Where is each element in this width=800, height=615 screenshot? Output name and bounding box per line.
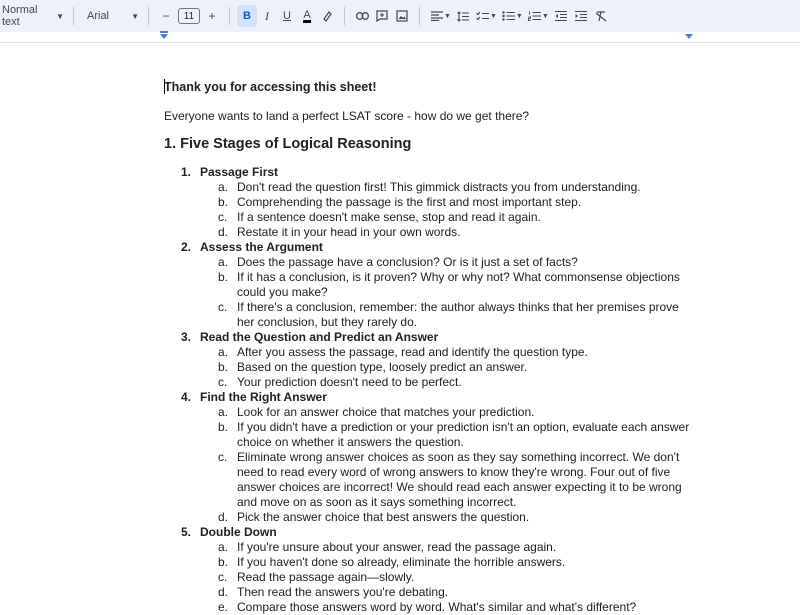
bold-button[interactable] xyxy=(237,5,257,27)
clear-formatting-button[interactable] xyxy=(591,5,611,27)
align-left-icon xyxy=(431,11,443,21)
document-title: Thank you for accessing this sheet! xyxy=(164,80,377,94)
clear-formatting-icon xyxy=(595,11,607,22)
chevron-down-icon[interactable]: ▼ xyxy=(444,12,451,20)
sub-list-item xyxy=(0,405,800,420)
list-item-title: Find the Right Answer xyxy=(200,390,327,404)
sub-list-letter: d. xyxy=(218,510,229,524)
list-item-title: Double Down xyxy=(200,525,277,539)
list-number: 3. xyxy=(181,330,192,344)
list-item xyxy=(0,390,800,405)
sub-list-letter: b. xyxy=(218,195,229,209)
list-item-title: Passage First xyxy=(200,165,279,179)
italic-button[interactable] xyxy=(257,5,277,27)
bold-icon: B xyxy=(243,10,251,22)
insert-link-button[interactable] xyxy=(352,5,372,27)
sub-list-text: Eliminate wrong answer choices as soon as they say something incorrect. We don't need to read every word of wrong answers to know they're wrong. Four out of five answer choices are incorrect! We should read each answer expecting it to be wrong and move on as soon as it says something incorrect. xyxy=(237,450,682,509)
sub-list-item xyxy=(0,270,800,300)
sub-list-letter: a. xyxy=(218,405,229,419)
sub-list-item xyxy=(0,195,800,210)
text-color-icon: A xyxy=(303,8,311,21)
sub-list-text: Restate it in your head in your own words. xyxy=(237,225,461,239)
toolbar-divider xyxy=(419,7,420,25)
numbered-list xyxy=(0,165,800,615)
list-number: 1. xyxy=(181,165,192,179)
style-select-value: Normal text xyxy=(2,4,38,28)
font-select-value: Arial xyxy=(87,10,110,22)
bulleted-list-icon xyxy=(502,11,515,21)
sub-list-letter: c. xyxy=(218,300,228,314)
decrease-indent-button[interactable] xyxy=(551,5,571,27)
list-item xyxy=(0,330,800,345)
style-select[interactable] xyxy=(0,5,66,27)
list-number: 5. xyxy=(181,525,192,539)
sub-list-text: Read the passage again—slowly. xyxy=(237,570,415,584)
decrease-font-size-button[interactable]: − xyxy=(162,9,170,23)
text-color-button[interactable] xyxy=(297,5,317,27)
sub-list-text: If you didn't have a prediction or your prediction isn't an option, evaluate each answer choice on whether it answers the question. xyxy=(237,420,690,449)
line-spacing-icon xyxy=(457,11,469,22)
sub-list-letter: b. xyxy=(218,420,229,434)
list-item xyxy=(0,165,800,180)
sub-list-text: If you're unsure about your answer, read the passage again. xyxy=(237,540,557,554)
sub-list-item xyxy=(0,570,800,585)
sub-list-letter: c. xyxy=(218,450,228,464)
sub-list-text: Compare those answers word by word. What's similar and what's different? xyxy=(237,600,637,614)
increase-font-size-button[interactable]: + xyxy=(208,9,216,23)
sub-list-text: Your prediction doesn't need to be perfect. xyxy=(237,375,462,389)
sub-list-item xyxy=(0,180,800,195)
insert-image-button[interactable] xyxy=(392,5,412,27)
sub-list-letter: a. xyxy=(218,180,229,194)
sub-list-text: Does the passage have a conclusion? Or is it just a set of facts? xyxy=(237,255,578,269)
font-size-input[interactable]: 11 xyxy=(178,8,200,24)
sub-list-text: Pick the answer choice that best answers the question. xyxy=(237,510,530,524)
list-number: 4. xyxy=(181,390,192,404)
numbered-list-icon xyxy=(528,11,541,21)
sub-list-text: Don't read the question first! This gimmick distracts you from understanding. xyxy=(237,180,641,194)
list-number: 2. xyxy=(181,240,192,254)
intro-paragraph: Everyone wants to land a perfect LSAT score - how do we get there? xyxy=(164,109,530,123)
chevron-down-icon: ▼ xyxy=(131,11,139,21)
comment-icon xyxy=(376,10,388,22)
sub-list-letter: a. xyxy=(218,345,229,359)
sub-list-item xyxy=(0,210,800,225)
sub-list-text: Then read the answers you're debating. xyxy=(237,585,449,599)
sub-list-item xyxy=(0,540,800,555)
right-indent-marker[interactable] xyxy=(685,34,693,39)
chevron-down-icon[interactable]: ▼ xyxy=(515,12,523,20)
sub-list-letter: c. xyxy=(218,570,228,584)
sub-list-text: If there's a conclusion, remember: the author always thinks that her premises prove her conclusion, but they rarely do. xyxy=(237,300,679,329)
sub-list-letter: d. xyxy=(218,585,229,599)
highlighter-icon xyxy=(321,10,333,22)
left-indent-marker[interactable] xyxy=(160,34,168,39)
chevron-down-icon: ▼ xyxy=(56,11,64,21)
sub-list-item xyxy=(0,600,800,615)
link-icon xyxy=(356,12,369,20)
increase-indent-button[interactable] xyxy=(571,5,591,27)
sub-list-letter: d. xyxy=(218,225,229,239)
sub-list-item xyxy=(0,360,800,375)
sub-list-item xyxy=(0,255,800,270)
sub-list-text: If you haven't done so already, eliminate the horrible answers. xyxy=(237,555,566,569)
sub-list-letter: a. xyxy=(218,255,229,269)
list-item-title: Read the Question and Predict an Answer xyxy=(200,330,439,344)
section-heading: 1. Five Stages of Logical Reasoning xyxy=(164,136,412,152)
sub-list-text: After you assess the passage, read and identify the question type. xyxy=(237,345,588,359)
sub-list-text: Look for an answer choice that matches your prediction. xyxy=(237,405,535,419)
chevron-down-icon[interactable]: ▼ xyxy=(489,12,497,20)
toolbar-divider xyxy=(344,7,345,25)
list-item xyxy=(0,525,800,540)
document-page[interactable] xyxy=(0,43,800,614)
sub-list-item xyxy=(0,300,800,330)
add-comment-button[interactable] xyxy=(372,5,392,27)
sub-list-item xyxy=(0,555,800,570)
italic-icon: I xyxy=(265,8,269,23)
highlight-color-button[interactable] xyxy=(317,5,337,27)
sub-list-letter: c. xyxy=(218,210,228,224)
list-item xyxy=(0,240,800,255)
decrease-indent-icon xyxy=(555,11,567,21)
sub-list-item xyxy=(0,345,800,360)
sub-list-letter: e. xyxy=(218,600,229,614)
sub-list-letter: a. xyxy=(218,540,229,554)
toolbar-divider xyxy=(148,7,149,25)
sub-list-item xyxy=(0,420,800,450)
toolbar-divider xyxy=(73,7,74,25)
image-icon xyxy=(396,10,408,22)
sub-list-item xyxy=(0,585,800,600)
sub-list-item xyxy=(0,375,800,390)
sub-list-letter: b. xyxy=(218,360,229,374)
sub-list-item xyxy=(0,225,800,240)
underline-button[interactable] xyxy=(277,5,297,27)
sub-list-item xyxy=(0,450,800,510)
increase-indent-icon xyxy=(575,11,587,21)
chevron-down-icon[interactable]: ▼ xyxy=(541,12,549,20)
sub-list-text: Comprehending the passage is the first and most important step. xyxy=(237,195,582,209)
sub-list-letter: b. xyxy=(218,555,229,569)
checklist-icon xyxy=(476,11,489,21)
formatting-toolbar xyxy=(0,0,800,32)
sub-list-letter: c. xyxy=(218,375,228,389)
toolbar-divider xyxy=(229,7,230,25)
sub-list-text: Based on the question type, loosely predict an answer. xyxy=(237,360,528,374)
line-spacing-button[interactable] xyxy=(453,5,473,27)
horizontal-ruler xyxy=(0,32,800,43)
sub-list-item xyxy=(0,510,800,525)
sub-list-text: If it has a conclusion, is it proven? Why or why not? What commonsense objections could you make? xyxy=(237,270,680,299)
sub-list-letter: b. xyxy=(218,270,229,284)
underline-icon: U xyxy=(283,10,291,22)
sub-list-text: If a sentence doesn't make sense, stop and read it again. xyxy=(237,210,541,224)
font-select[interactable] xyxy=(81,5,141,27)
list-item-title: Assess the Argument xyxy=(200,240,323,254)
